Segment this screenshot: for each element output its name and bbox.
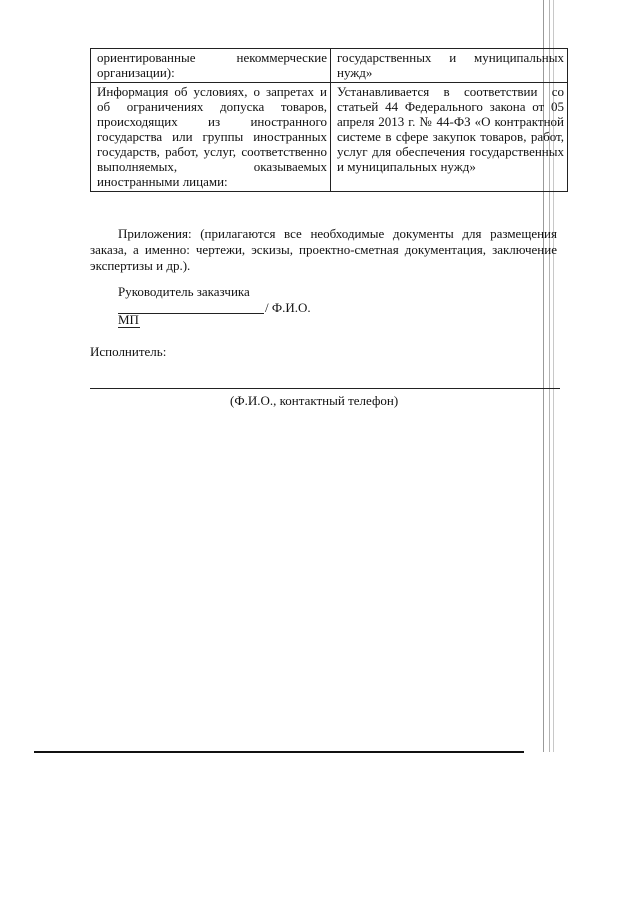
executor-label: Исполнитель:	[90, 344, 167, 359]
table-cell	[91, 83, 331, 192]
fio-label: / Ф.И.О.	[265, 300, 311, 315]
table-cell	[331, 83, 568, 192]
executor-line	[90, 388, 560, 389]
requirements-table	[90, 48, 568, 192]
cell-text: ориентированные некоммерческие организации):	[97, 50, 327, 80]
table-cell	[331, 49, 568, 83]
table-row	[91, 83, 568, 192]
table-row	[91, 49, 568, 83]
stamp-underline	[118, 327, 140, 328]
table-cell	[91, 49, 331, 83]
head-label: Руководитель заказчика	[118, 284, 250, 299]
cell-text: Устанавливается в соответствии со статьей 44 Федерального закона от 05 апреля 2013 г. № 44-ФЗ «О контрактной системе в сфере закупок товаров, работ, услуг для обеспечения государственных и муниципальных нужд»	[337, 84, 564, 174]
scan-bottom-line	[34, 751, 524, 753]
cell-text: Информация об условиях, о запретах и об ограничениях допуска товаров, происходящих из иностранного государства или группы иностранных государств, работ, услуг, соответственно выполняемых, оказываемых иностранными лицами:	[97, 84, 327, 189]
executor-caption: (Ф.И.О., контактный телефон)	[230, 393, 399, 408]
stamp-label: МП	[118, 312, 139, 327]
signature-line	[118, 313, 264, 314]
cell-text: государственных и муниципальных нужд»	[337, 50, 564, 80]
attachments-paragraph: Приложения: (прилагаются все необходимые документы для размещения заказа, а именно: чертежи, эскизы, проектно-сметная документация, заключение экспертизы и др.).	[90, 226, 557, 273]
